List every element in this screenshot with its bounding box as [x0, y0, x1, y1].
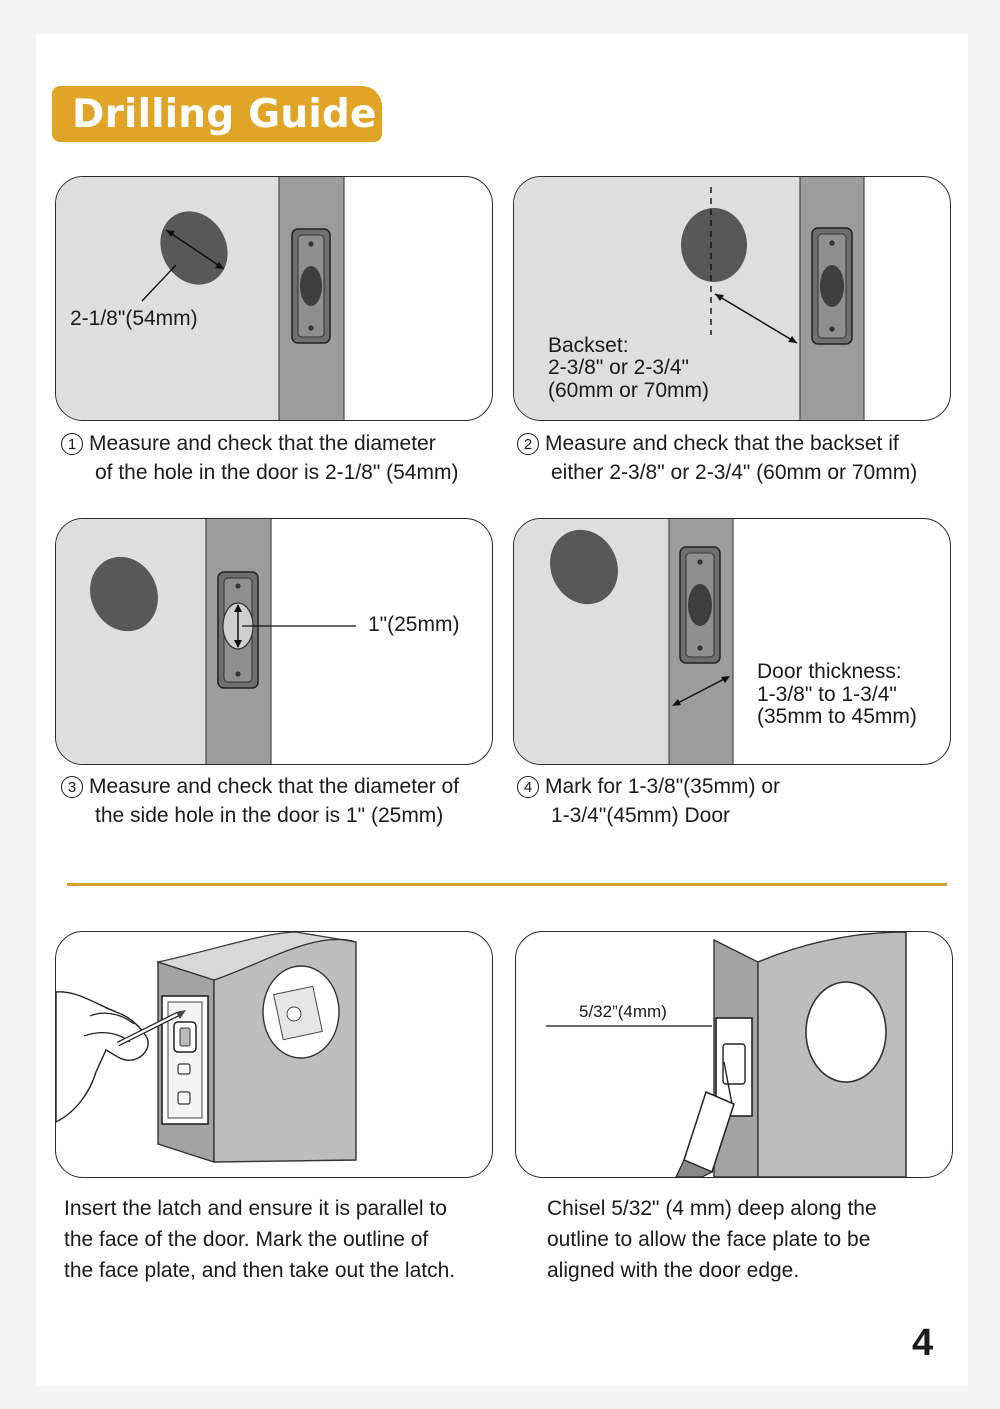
step-3-line-1: Measure and check that the diameter of: [89, 775, 460, 798]
door-thickness-mm: (35mm to 45mm): [757, 705, 917, 728]
step-4-line-1: Mark for 1-3/8"(35mm) or: [545, 775, 780, 798]
latch-caption-line-3: the face plate, and then take out the latch.: [64, 1259, 456, 1282]
step-2-line-1: Measure and check that the backset if: [545, 432, 899, 455]
step-2-line-2: either 2-3/8" or 2-3/4" (60mm or 70mm): [551, 461, 918, 484]
chisel-caption-line-1: Chisel 5/32" (4 mm) deep along the: [547, 1197, 877, 1220]
step-1-number: 1: [61, 433, 83, 455]
step-2-number: 2: [517, 433, 539, 455]
step-1-illustration: [55, 176, 493, 421]
step-3-number: 3: [61, 776, 83, 798]
door-thickness-inches: 1-3/8" to 1-3/4": [757, 683, 897, 706]
latch-illustration: [55, 931, 493, 1178]
backset-label-mm: (60mm or 70mm): [548, 379, 710, 402]
door-thickness-title: Door thickness:: [757, 660, 902, 683]
chisel-caption: [547, 1193, 877, 1286]
chisel-mortise-drawing: [516, 932, 952, 1177]
page-number: 4: [912, 1322, 934, 1364]
step-2-illustration: [513, 176, 951, 421]
backset-label-inches: 2-3/8" or 2-3/4": [548, 356, 689, 379]
step-4-line-2: 1-3/4"(45mm) Door: [551, 804, 731, 827]
step-1-caption: [61, 429, 458, 487]
hole-diameter-label: 2-1/8"(54mm): [70, 307, 198, 330]
door-hole-diameter-drawing: [56, 177, 492, 420]
latch-caption-line-1: Insert the latch and ensure it is parallel to: [64, 1197, 447, 1220]
side-hole-label: 1"(25mm): [368, 613, 460, 636]
step-4-caption: [517, 772, 780, 830]
section-divider: [67, 883, 947, 886]
chisel-caption-line-2: outline to allow the face plate to be: [547, 1228, 871, 1251]
chisel-depth-label: 5/32”(4mm): [579, 1002, 667, 1021]
chisel-illustration: [515, 931, 953, 1178]
latch-caption-line-2: the face of the door. Mark the outline of: [64, 1228, 429, 1251]
side-hole-diameter-drawing: [56, 519, 492, 764]
step-2-caption: [517, 429, 917, 487]
page-title: Drilling Guide: [72, 91, 377, 137]
step-3-illustration: [55, 518, 493, 765]
chisel-caption-line-3: aligned with the door edge.: [547, 1259, 800, 1282]
step-3-caption: [61, 772, 459, 830]
step-1-line-2: of the hole in the door is 2-1/8" (54mm): [95, 461, 459, 484]
step-4-illustration: [513, 518, 951, 765]
drilling-guide-banner: [52, 86, 382, 142]
step-1-line-1: Measure and check that the diameter: [89, 432, 436, 455]
step-4-number: 4: [517, 776, 539, 798]
latch-caption: [64, 1193, 455, 1286]
backset-label-title: Backset:: [548, 334, 629, 357]
latch-marking-drawing: [56, 932, 492, 1177]
step-3-line-2: the side hole in the door is 1" (25mm): [95, 804, 444, 827]
bore-hole: [681, 208, 747, 282]
